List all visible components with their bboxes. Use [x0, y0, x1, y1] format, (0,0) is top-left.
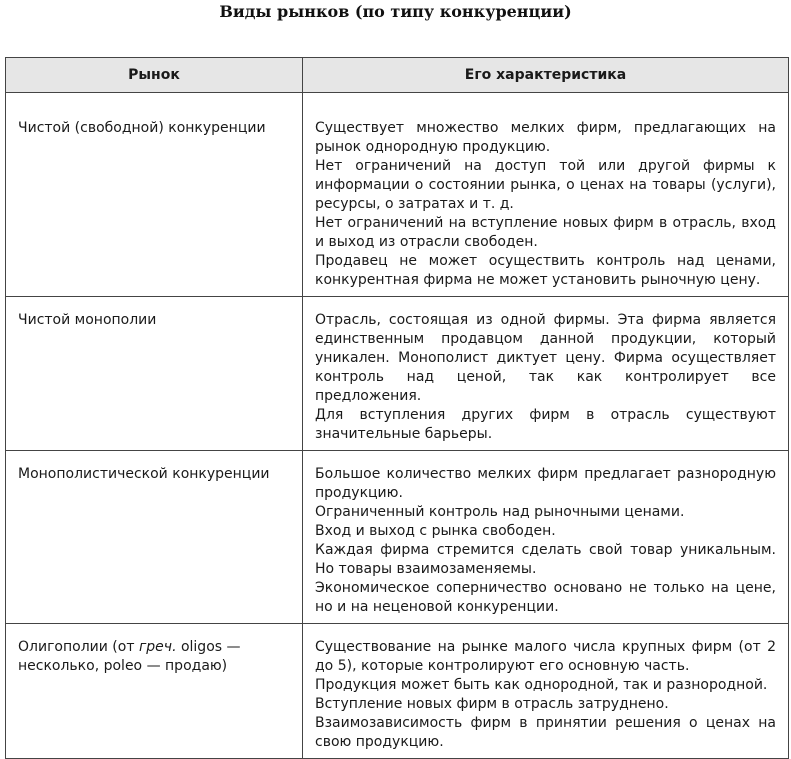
market-name-prefix: Олигополии (от: [18, 639, 139, 655]
characteristic-paragraph: Каждая фирма стремится сделать свой товар уникальным. Но товары взаимозаменяемы.: [315, 542, 776, 577]
characteristic-paragraph: Существует множество мелких фирм, предлагающих на рынок однородную продукцию.: [315, 120, 776, 155]
market-characteristic: [303, 624, 789, 759]
market-name: Чистой (свободной) конкуренции: [6, 93, 303, 297]
characteristic-paragraph: Вход и выход с рынка свободен.: [315, 523, 556, 539]
market-name-greek-abbr: греч.: [138, 639, 177, 655]
characteristic-paragraph: Взаимозависимость фирм в принятии решения о ценах на свою продукцию.: [315, 715, 776, 750]
market-characteristic: [303, 297, 789, 451]
market-characteristic: [303, 451, 789, 624]
characteristic-paragraph: Большое количество мелких фирм предлагает разнородную продукцию.: [315, 466, 776, 501]
market-name-suffix: oligos — несколько, poleo — продаю): [18, 639, 241, 674]
characteristic-paragraph: Нет ограничений на доступ той или другой фирмы к информации о состоянии рынка, о ценах на товары (услуги), ресурсы, о затратах и т. д.: [315, 158, 776, 212]
page-title: Виды рынков (по типу конкуренции): [219, 2, 572, 21]
market-types-table: [5, 57, 789, 759]
characteristic-paragraph: Ограниченный контроль над рыночными ценами.: [315, 504, 685, 520]
characteristic-paragraph: Нет ограничений на вступление новых фирм в отрасль, вход и выход из отрасли свободен.: [315, 215, 776, 250]
characteristic-paragraph: Отрасль, состоящая из одной фирмы. Эта фирма является единственным продавцом данной продукции, который уникален. Монополист диктует цену. Фирма осуществляет контроль над ценой, так как контролирует все предложения.: [315, 312, 776, 404]
market-characteristic: [303, 93, 789, 297]
characteristic-paragraph: Продавец не может осуществить контроль над ценами, конкурентная фирма не может установить рыночную цену.: [315, 253, 776, 288]
characteristic-paragraph: Продукция может быть как однородной, так и разнородной.: [315, 677, 768, 693]
header-characteristic: Его характеристика: [303, 58, 789, 93]
table-header-row: [6, 58, 789, 93]
table-row: [6, 93, 789, 297]
table-row: [6, 451, 789, 624]
characteristic-paragraph: Экономическое соперничество основано не только на цене, но и на неценовой конкуренции.: [315, 580, 776, 615]
characteristic-paragraph: Существование на рынке малого числа крупных фирм (от 2 до 5), которые контролируют его основную часть.: [315, 639, 776, 674]
market-name: Чистой монополии: [6, 297, 303, 451]
market-name: Монополистической конкуренции: [6, 451, 303, 624]
table-row: [6, 297, 789, 451]
characteristic-paragraph: Вступление новых фирм в отрасль затруднено.: [315, 696, 669, 712]
table-row: [6, 624, 789, 759]
header-market: Рынок: [6, 58, 303, 93]
characteristic-paragraph: Для вступления других фирм в отрасль существуют значительные барьеры.: [315, 407, 776, 442]
market-name: [6, 624, 303, 759]
